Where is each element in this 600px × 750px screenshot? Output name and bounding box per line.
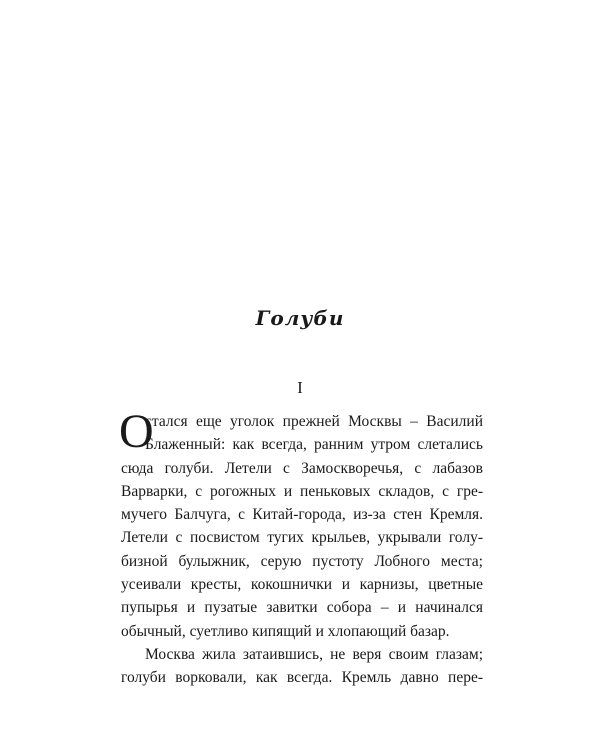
text-line: Варварки, с рогожных и пеньковых складов, с гре- <box>121 482 483 500</box>
text-line: бизной булыжник, серую пустоту Лобного места; <box>121 552 483 570</box>
drop-cap: О <box>119 405 154 458</box>
text-line: Москва жила затаившись, не веря своим глазам; <box>145 645 483 663</box>
text-line: голуби ворковали, как всегда. Кремль давно пере- <box>121 669 483 687</box>
text-line: мучего Балчуга, с Китай-города, из-за стен Кремля. <box>121 506 483 524</box>
text-line: Блаженный: как всегда, ранним утром слетались <box>145 436 483 454</box>
text-line: сюда голуби. Летели с Замоскворечья, с лабазов <box>121 459 483 477</box>
text-line: Летели с посвистом тугих крыльев, укрывали голу- <box>121 529 483 547</box>
text-line: усеивали кресты, кокошнички и карнизы, цветные <box>121 576 483 594</box>
text-line: пупырья и пузатые завитки собора – и начинался <box>121 599 483 617</box>
section-number: I <box>297 378 303 397</box>
text-line: обычный, суетливо кипящий и хлопающий базар. <box>121 622 450 640</box>
text-line: стался еще уголок прежней Москвы – Василий <box>145 413 483 430</box>
body-text <box>119 405 483 690</box>
chapter-title: Голуби <box>255 306 345 330</box>
